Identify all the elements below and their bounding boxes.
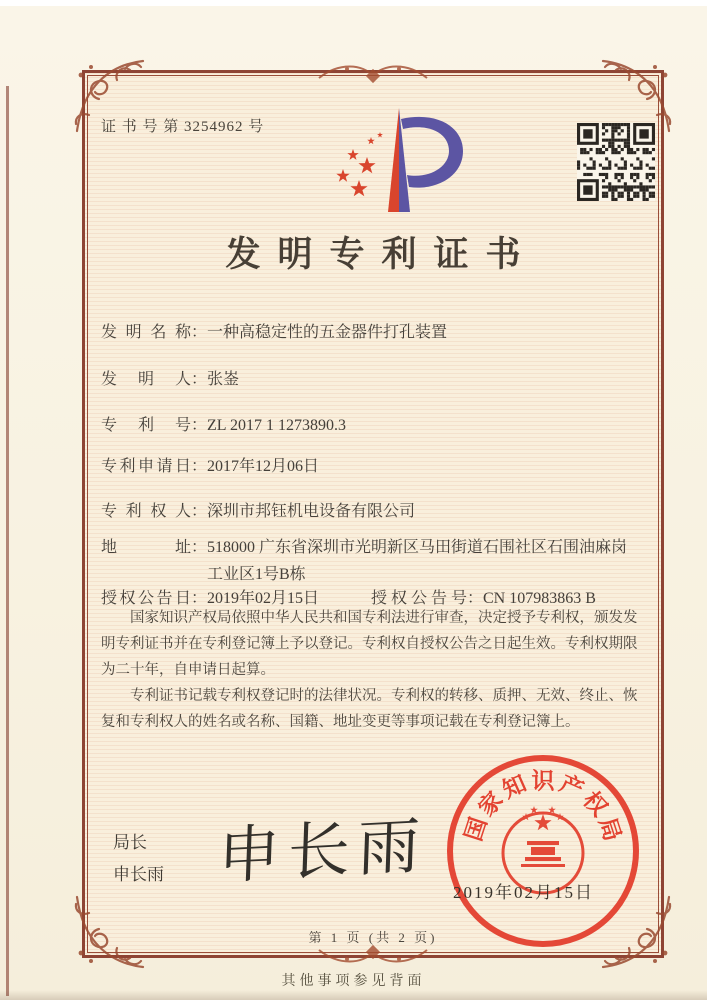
grant-date: 2019年02月15日 (207, 590, 320, 607)
svg-text:识: 识 (531, 768, 555, 794)
center-ornament-icon (313, 58, 433, 86)
grant-number: CN 107983863 B (483, 590, 596, 607)
field-label: 发明人 (101, 371, 191, 388)
scan-shadow (0, 990, 707, 1000)
svg-text:知: 知 (498, 770, 531, 803)
colon: ： (191, 371, 208, 388)
field-row-patentee (101, 498, 637, 525)
qr-code-icon (577, 123, 655, 201)
svg-text:权: 权 (578, 787, 613, 821)
field-row-invention-name (101, 319, 637, 346)
colon: ： (191, 590, 208, 607)
field-value: 深圳市邦钰机电设备有限公司 (207, 503, 416, 520)
colon: ： (191, 458, 208, 475)
legal-paragraph: 专利证书记载专利权登记时的法律状况。专利权的转移、质押、无效、终止、恢复和专利权人的姓名或名称、国籍、地址变更等事项记载在专利登记簿上。 (101, 688, 638, 731)
scan-edge-artifact (6, 86, 9, 996)
field-value: 2017年12月06日 (207, 458, 320, 475)
center-ornament-icon (313, 942, 433, 970)
field-value: 一种高稳定性的五金器件打孔装置 (207, 324, 448, 341)
field-row-patent-number (101, 412, 637, 439)
signer-name: 申长雨 (113, 865, 164, 885)
field-label: 发明名称 (101, 324, 191, 341)
field-row-inventor (101, 366, 637, 393)
legal-paragraph: 国家知识产权局依照中华人民共和国专利法进行审查，决定授予专利权，颁发发明专利证书并在专利登记簿上予以登记。专利权自授权公告之日起生效。专利权期限为二十年，自申请日起算。 (101, 610, 638, 679)
back-note: 其他事项参见背面 (281, 974, 426, 989)
colon: ： (191, 324, 208, 341)
field-label: 授权公告号 (371, 590, 467, 607)
colon: ： (467, 590, 484, 607)
signer-title: 局长 (113, 833, 147, 852)
handwritten-signature: 申长雨 (216, 812, 429, 892)
field-label: 地址 (101, 539, 191, 556)
field-value: 张崟 (207, 371, 240, 388)
field-row-application-date (101, 453, 637, 480)
signature-block (113, 827, 164, 892)
colon: ： (191, 417, 208, 434)
field-row-address (101, 534, 637, 588)
cnipa-patent-logo-icon (325, 105, 475, 215)
page-indicator: 第 1 页 (共 2 页) (308, 930, 438, 945)
svg-text:家: 家 (473, 787, 508, 821)
field-label: 专利权人 (101, 503, 191, 520)
colon: ： (191, 539, 208, 556)
certificate-title: 发明专利证书 (225, 235, 538, 274)
cnipa-official-seal-icon (443, 751, 643, 951)
svg-text:局: 局 (594, 814, 626, 845)
field-label: 专利申请日 (101, 458, 191, 475)
legal-text (101, 605, 641, 735)
field-label: 授权公告日 (101, 590, 191, 607)
svg-text:国: 国 (460, 814, 492, 845)
field-value: 518000 广东省深圳市光明新区马田街道石围社区石围油麻岗工业区1号B栋 (207, 539, 628, 584)
certificate-frame (82, 70, 664, 958)
field-value: ZL 2017 1 1273890.3 (207, 417, 346, 434)
field-label: 专利号 (101, 417, 191, 434)
paper-background (0, 6, 707, 1000)
svg-text:产: 产 (555, 770, 588, 803)
certificate-number: 证 书 号 第 3254962 号 (101, 119, 265, 135)
colon: ： (191, 503, 208, 520)
seal-date: 2019年02月15日 (453, 883, 594, 902)
